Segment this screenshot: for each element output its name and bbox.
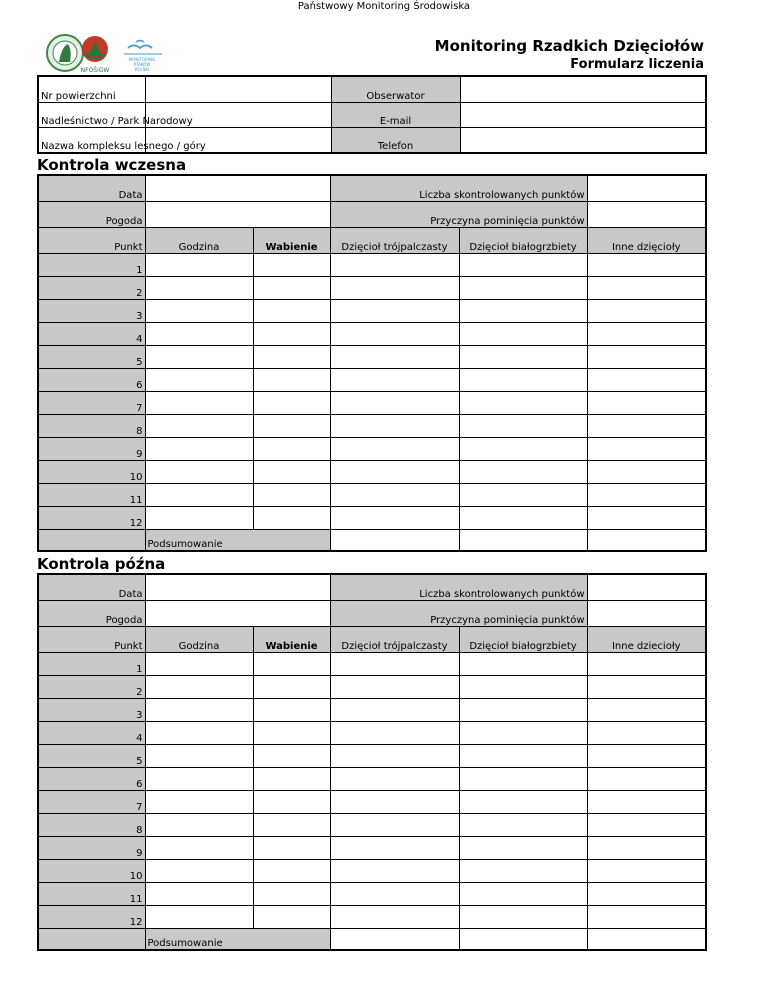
entry-cell-godzina[interactable] — [145, 675, 253, 698]
entry-cell-inne[interactable] — [587, 882, 706, 905]
column-header-inne: Inne dzięcioły — [587, 227, 706, 253]
entry-cell-trojpalczasty[interactable] — [330, 253, 459, 276]
entry-cell-wabienie[interactable] — [253, 859, 330, 882]
point-number: 5 — [38, 744, 145, 767]
entry-cell-inne[interactable] — [587, 813, 706, 836]
point-number: 4 — [38, 721, 145, 744]
table-row — [38, 345, 706, 368]
email-label: E-mail — [331, 102, 460, 127]
entry-cell-trojpalczasty[interactable] — [330, 675, 459, 698]
liczba-punktow-label: Liczba skontrolowanych punktów — [330, 574, 587, 600]
entry-cell-trojpalczasty[interactable] — [330, 460, 459, 483]
entry-cell-godzina[interactable] — [145, 460, 253, 483]
entry-cell-trojpalczasty[interactable] — [330, 813, 459, 836]
entry-cell-bialogrzbiety[interactable] — [459, 882, 587, 905]
point-number: 12 — [38, 905, 145, 928]
point-number: 10 — [38, 859, 145, 882]
section-title-early: Kontrola wczesna — [37, 156, 187, 174]
table-row — [38, 905, 706, 928]
entry-cell-inne[interactable] — [587, 836, 706, 859]
summary-cell-trojpalczasty[interactable] — [330, 928, 459, 950]
entry-cell-wabienie[interactable] — [253, 253, 330, 276]
entry-cell-inne[interactable] — [587, 506, 706, 529]
entry-cell-inne[interactable] — [587, 414, 706, 437]
control-table — [37, 573, 707, 951]
entry-cell-bialogrzbiety[interactable] — [459, 859, 587, 882]
early-control-section — [37, 174, 707, 552]
summary-cell-bialogrzbiety[interactable] — [459, 928, 587, 950]
entry-cell-trojpalczasty[interactable] — [330, 299, 459, 322]
table-row — [38, 675, 706, 698]
point-number: 6 — [38, 767, 145, 790]
column-header-wabienie: Wabienie — [253, 227, 330, 253]
entry-cell-bialogrzbiety[interactable] — [459, 391, 587, 414]
entry-cell-godzina[interactable] — [145, 506, 253, 529]
table-row — [38, 276, 706, 299]
point-number: 9 — [38, 836, 145, 859]
column-header-bialogrzbiety: Dzięcioł białogrzbiety — [459, 227, 587, 253]
entry-cell-trojpalczasty[interactable] — [330, 905, 459, 928]
entry-cell-bialogrzbiety[interactable] — [459, 836, 587, 859]
entry-cell-trojpalczasty[interactable] — [330, 767, 459, 790]
forest-logo-icon — [47, 35, 83, 71]
entry-cell-inne[interactable] — [587, 698, 706, 721]
table-row — [38, 460, 706, 483]
point-number: 9 — [38, 437, 145, 460]
entry-cell-godzina[interactable] — [145, 836, 253, 859]
logos — [44, 34, 174, 74]
entry-cell-trojpalczasty[interactable] — [330, 882, 459, 905]
entry-cell-wabienie[interactable] — [253, 675, 330, 698]
nr-powierzchni-field[interactable] — [145, 76, 331, 102]
column-header-trojpalczasty: Dzięcioł trójpalczasty — [330, 227, 459, 253]
entry-cell-inne[interactable] — [587, 368, 706, 391]
nr-powierzchni-label: Nr powierzchni — [38, 76, 145, 102]
entry-cell-wabienie[interactable] — [253, 276, 330, 299]
entry-cell-inne[interactable] — [587, 652, 706, 675]
summary-label-spacer — [38, 529, 145, 551]
entry-cell-bialogrzbiety[interactable] — [459, 276, 587, 299]
entry-cell-trojpalczasty[interactable] — [330, 790, 459, 813]
summary-cell-inne[interactable] — [587, 529, 706, 551]
pogoda-field[interactable] — [145, 201, 330, 227]
entry-cell-wabienie[interactable] — [253, 322, 330, 345]
table-row — [38, 506, 706, 529]
table-row — [38, 836, 706, 859]
column-header-punkt: Punkt — [38, 626, 145, 652]
przyczyna-pominiecia-field[interactable] — [587, 201, 706, 227]
entry-cell-godzina[interactable] — [145, 859, 253, 882]
late-control-section — [37, 573, 707, 951]
table-row — [38, 859, 706, 882]
entry-cell-bialogrzbiety[interactable] — [459, 299, 587, 322]
entry-cell-godzina[interactable] — [145, 391, 253, 414]
svg-text:PTAKÓW: PTAKÓW — [133, 62, 151, 67]
point-number: 2 — [38, 675, 145, 698]
entry-cell-godzina[interactable] — [145, 882, 253, 905]
entry-cell-wabienie[interactable] — [253, 721, 330, 744]
table-row — [38, 790, 706, 813]
entry-cell-bialogrzbiety[interactable] — [459, 905, 587, 928]
entry-cell-trojpalczasty[interactable] — [330, 414, 459, 437]
entry-cell-godzina[interactable] — [145, 368, 253, 391]
entry-cell-wabienie[interactable] — [253, 299, 330, 322]
table-row — [38, 882, 706, 905]
entry-cell-godzina[interactable] — [145, 276, 253, 299]
entry-cell-wabienie[interactable] — [253, 813, 330, 836]
entry-cell-trojpalczasty[interactable] — [330, 391, 459, 414]
nfosigw-logo-icon — [81, 36, 110, 74]
entry-cell-wabienie[interactable] — [253, 414, 330, 437]
point-number: 11 — [38, 483, 145, 506]
table-row — [38, 299, 706, 322]
entry-cell-bialogrzbiety[interactable] — [459, 322, 587, 345]
entry-cell-godzina[interactable] — [145, 744, 253, 767]
point-number: 3 — [38, 698, 145, 721]
info-table — [37, 75, 707, 154]
przyczyna-pominiecia-label: Przyczyna pominięcia punktów — [330, 600, 587, 626]
column-header-inne: Inne dzieciołу — [587, 626, 706, 652]
telefon-field[interactable] — [460, 127, 706, 153]
data-label: Data — [38, 175, 145, 201]
summary-cell-bialogrzbiety[interactable] — [459, 529, 587, 551]
point-number: 1 — [38, 253, 145, 276]
entry-cell-wabienie[interactable] — [253, 790, 330, 813]
pogoda-label: Pogoda — [38, 201, 145, 227]
entry-cell-inne[interactable] — [587, 391, 706, 414]
entry-cell-godzina[interactable] — [145, 483, 253, 506]
column-header-bialogrzbiety: Dzięcioł białogrzbiety — [459, 626, 587, 652]
entry-cell-bialogrzbiety[interactable] — [459, 767, 587, 790]
table-row — [38, 813, 706, 836]
entry-cell-inne[interactable] — [587, 859, 706, 882]
data-label: Data — [38, 574, 145, 600]
entry-cell-wabienie[interactable] — [253, 652, 330, 675]
point-number: 5 — [38, 345, 145, 368]
kompleks-label: Nazwa kompleksu lesnego / góry — [38, 127, 145, 153]
table-row — [38, 767, 706, 790]
table-row — [38, 414, 706, 437]
table-row — [38, 391, 706, 414]
email-field[interactable] — [460, 102, 706, 127]
entry-cell-wabienie[interactable] — [253, 437, 330, 460]
obserwator-field[interactable] — [460, 76, 706, 102]
point-number: 6 — [38, 368, 145, 391]
entry-cell-bialogrzbiety[interactable] — [459, 437, 587, 460]
entry-cell-bialogrzbiety[interactable] — [459, 506, 587, 529]
pogoda-label: Pogoda — [38, 600, 145, 626]
entry-cell-godzina[interactable] — [145, 721, 253, 744]
summary-label-spacer — [38, 928, 145, 950]
form-title: Monitoring Rzadkich Dzięciołów — [434, 37, 704, 55]
entry-cell-trojpalczasty[interactable] — [330, 322, 459, 345]
entry-cell-wabienie[interactable] — [253, 905, 330, 928]
entry-cell-godzina[interactable] — [145, 790, 253, 813]
summary-cell-inne[interactable] — [587, 928, 706, 950]
column-header-godzina: Godzina — [145, 227, 253, 253]
table-row — [38, 253, 706, 276]
table-row — [38, 721, 706, 744]
entry-cell-godzina[interactable] — [145, 905, 253, 928]
entry-cell-inne[interactable] — [587, 483, 706, 506]
summary-label: Podsumowanie — [145, 928, 330, 950]
entry-cell-wabienie[interactable] — [253, 882, 330, 905]
telefon-label: Telefon — [331, 127, 460, 153]
entry-cell-trojpalczasty[interactable] — [330, 836, 459, 859]
entry-cell-bialogrzbiety[interactable] — [459, 698, 587, 721]
column-header-punkt: Punkt — [38, 227, 145, 253]
point-number: 11 — [38, 882, 145, 905]
entry-cell-trojpalczasty[interactable] — [330, 345, 459, 368]
logo-icons — [44, 34, 174, 74]
entry-cell-wabienie[interactable] — [253, 368, 330, 391]
entry-cell-bialogrzbiety[interactable] — [459, 460, 587, 483]
point-number: 8 — [38, 414, 145, 437]
pogoda-field[interactable] — [145, 600, 330, 626]
entry-cell-trojpalczasty[interactable] — [330, 698, 459, 721]
form-subtitle: Formularz liczenia — [570, 57, 704, 72]
table-row — [38, 437, 706, 460]
entry-cell-wabienie[interactable] — [253, 345, 330, 368]
entry-cell-godzina[interactable] — [145, 652, 253, 675]
entry-cell-inne[interactable] — [587, 322, 706, 345]
entry-cell-wabienie[interactable] — [253, 506, 330, 529]
entry-cell-inne[interactable] — [587, 253, 706, 276]
entry-cell-bialogrzbiety[interactable] — [459, 253, 587, 276]
entry-cell-godzina[interactable] — [145, 437, 253, 460]
svg-text:NFOŚiGW: NFOŚiGW — [80, 67, 110, 74]
point-number: 12 — [38, 506, 145, 529]
entry-cell-godzina[interactable] — [145, 767, 253, 790]
entry-cell-wabienie[interactable] — [253, 698, 330, 721]
obserwator-label: Obserwator — [331, 76, 460, 102]
entry-cell-bialogrzbiety[interactable] — [459, 483, 587, 506]
table-row — [38, 322, 706, 345]
entry-cell-trojpalczasty[interactable] — [330, 652, 459, 675]
entry-cell-inne[interactable] — [587, 744, 706, 767]
entry-cell-trojpalczasty[interactable] — [330, 721, 459, 744]
table-row — [38, 483, 706, 506]
entry-cell-godzina[interactable] — [145, 299, 253, 322]
entry-cell-trojpalczasty[interactable] — [330, 483, 459, 506]
entry-cell-wabienie[interactable] — [253, 460, 330, 483]
entry-cell-bialogrzbiety[interactable] — [459, 652, 587, 675]
column-header-trojpalczasty: Dzięcioł trójpalczasty — [330, 626, 459, 652]
column-header-godzina: Godzina — [145, 626, 253, 652]
entry-cell-bialogrzbiety[interactable] — [459, 721, 587, 744]
svg-text:POLSKI: POLSKI — [134, 67, 150, 72]
entry-cell-bialogrzbiety[interactable] — [459, 414, 587, 437]
svg-text:MONITORING: MONITORING — [128, 57, 156, 62]
entry-cell-inne[interactable] — [587, 790, 706, 813]
data-field[interactable] — [145, 574, 330, 600]
entry-cell-godzina[interactable] — [145, 414, 253, 437]
table-row — [38, 698, 706, 721]
przyczyna-pominiecia-field[interactable] — [587, 600, 706, 626]
entry-cell-godzina[interactable] — [145, 345, 253, 368]
nadlesnictwo-label: Nadleśnictwo / Park Narodowy — [38, 102, 145, 127]
entry-cell-trojpalczasty[interactable] — [330, 437, 459, 460]
table-row — [38, 368, 706, 391]
entry-cell-bialogrzbiety[interactable] — [459, 345, 587, 368]
control-table — [37, 174, 707, 552]
entry-cell-bialogrzbiety[interactable] — [459, 368, 587, 391]
entry-cell-godzina[interactable] — [145, 253, 253, 276]
mpp-logo-icon — [124, 41, 162, 73]
point-number: 3 — [38, 299, 145, 322]
entry-cell-inne[interactable] — [587, 299, 706, 322]
summary-label: Podsumowanie — [145, 529, 330, 551]
column-header-wabienie: Wabienie — [253, 626, 330, 652]
entry-cell-trojpalczasty[interactable] — [330, 744, 459, 767]
entry-cell-bialogrzbiety[interactable] — [459, 744, 587, 767]
entry-cell-trojpalczasty[interactable] — [330, 368, 459, 391]
point-number: 7 — [38, 391, 145, 414]
entry-cell-godzina[interactable] — [145, 698, 253, 721]
entry-cell-inne[interactable] — [587, 460, 706, 483]
point-number: 2 — [38, 276, 145, 299]
point-number: 4 — [38, 322, 145, 345]
entry-cell-inne[interactable] — [587, 721, 706, 744]
entry-cell-inne[interactable] — [587, 276, 706, 299]
entry-cell-wabienie[interactable] — [253, 767, 330, 790]
entry-cell-trojpalczasty[interactable] — [330, 506, 459, 529]
entry-cell-inne[interactable] — [587, 767, 706, 790]
entry-cell-inne[interactable] — [587, 437, 706, 460]
table-row — [38, 744, 706, 767]
liczba-punktow-field[interactable] — [587, 574, 706, 600]
entry-cell-godzina[interactable] — [145, 813, 253, 836]
entry-cell-wabienie[interactable] — [253, 836, 330, 859]
data-field[interactable] — [145, 175, 330, 201]
entry-cell-wabienie[interactable] — [253, 391, 330, 414]
entry-cell-inne[interactable] — [587, 345, 706, 368]
table-row — [38, 652, 706, 675]
liczba-punktow-label: Liczba skontrolowanych punktów — [330, 175, 587, 201]
entry-cell-bialogrzbiety[interactable] — [459, 790, 587, 813]
point-number: 7 — [38, 790, 145, 813]
liczba-punktow-field[interactable] — [587, 175, 706, 201]
point-number: 8 — [38, 813, 145, 836]
entry-cell-inne[interactable] — [587, 675, 706, 698]
entry-cell-wabienie[interactable] — [253, 744, 330, 767]
entry-cell-inne[interactable] — [587, 905, 706, 928]
point-number: 1 — [38, 652, 145, 675]
org-header: Państwowy Monitoring Środowiska — [297, 1, 471, 12]
entry-cell-bialogrzbiety[interactable] — [459, 675, 587, 698]
entry-cell-bialogrzbiety[interactable] — [459, 813, 587, 836]
summary-cell-trojpalczasty[interactable] — [330, 529, 459, 551]
entry-cell-trojpalczasty[interactable] — [330, 276, 459, 299]
przyczyna-pominiecia-label: Przyczyna pominięcia punktów — [330, 201, 587, 227]
entry-cell-wabienie[interactable] — [253, 483, 330, 506]
entry-cell-godzina[interactable] — [145, 322, 253, 345]
section-title-late: Kontrola późna — [37, 555, 166, 573]
point-number: 10 — [38, 460, 145, 483]
entry-cell-trojpalczasty[interactable] — [330, 859, 459, 882]
